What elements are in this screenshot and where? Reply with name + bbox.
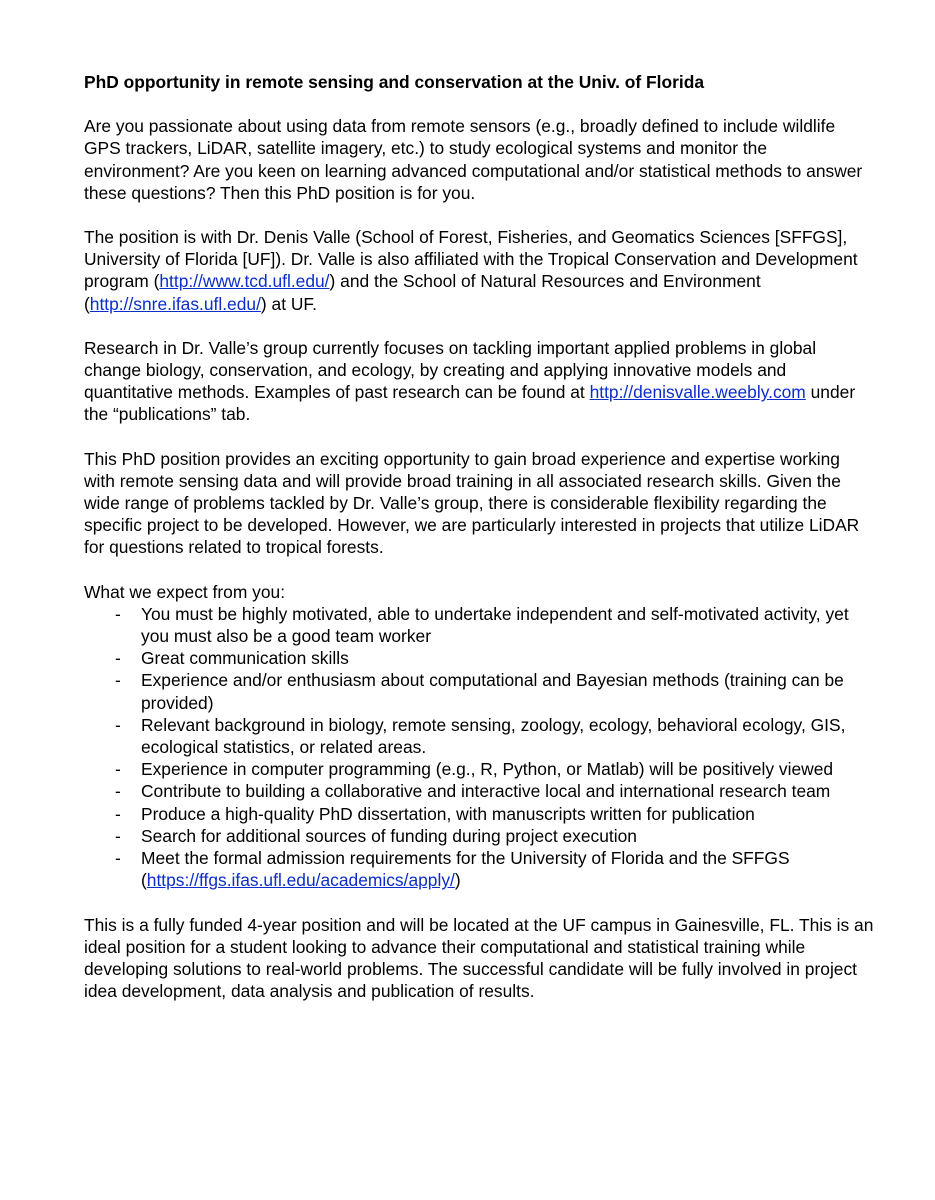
list-item xyxy=(84,825,874,847)
list-item xyxy=(84,669,874,713)
list-item xyxy=(84,647,874,669)
closing-paragraph: This is a fully funded 4-year position and will be located at the UF campus in Gainesville, FL. This is an ideal position for a student looking to advance their computational and statistical training while developing solutions to real-world problems. The successful candidate will be fully involved in project idea development, data analysis and publication of results. xyxy=(84,914,874,1002)
list-item xyxy=(84,603,874,647)
denisvalle-link[interactable]: http://denisvalle.weebly.com xyxy=(589,382,806,403)
tcd-link[interactable]: http://www.tcd.ufl.edu/ xyxy=(159,271,330,292)
position-text-1: The position is with Dr. Denis Valle (School of Forest, Fisheries, and Geomatics Sciences [SFFGS], University of Florida [UF]). Dr. Valle is also affiliated with the Tropical Conservation and Development program ( xyxy=(84,227,858,292)
snre-link[interactable]: http://snre.ifas.ufl.edu/ xyxy=(89,293,261,314)
intro-paragraph: Are you passionate about using data from remote sensors (e.g., broadly defined to include wildlife GPS trackers, LiDAR, satellite imagery, etc.) to study ecological systems and monitor the environment? Are you keen on learning advanced computational and/or statistical methods to answer these questions? Then this PhD position is for you. xyxy=(84,116,863,203)
ffgs-apply-link[interactable]: https://ffgs.ifas.ufl.edu/academics/apply/ xyxy=(146,870,455,891)
dash-bullet: - xyxy=(115,670,121,691)
list-item-text-2: ) xyxy=(454,870,461,891)
document-title: PhD opportunity in remote sensing and conservation at the Univ. of Florida xyxy=(84,72,704,92)
list-item xyxy=(84,714,874,758)
list-item-text: Relevant background in biology, remote sensing, zoology, ecology, behavioral ecology, GIS, ecological statistics, or related areas. xyxy=(141,714,846,758)
list-item-text: Great communication skills xyxy=(141,648,349,669)
position-paragraph xyxy=(84,226,874,315)
list-item xyxy=(84,803,874,825)
list-item-text: Experience and/or enthusiasm about computational and Bayesian methods (training can be provided) xyxy=(141,670,844,713)
dash-bullet: - xyxy=(115,848,121,869)
list-item xyxy=(84,780,874,802)
list-item-text: You must be highly motivated, able to undertake independent and self-motivated activity, yet you must also be a good team worker xyxy=(141,603,849,647)
dash-bullet: - xyxy=(115,648,121,669)
expect-list xyxy=(84,603,874,892)
opportunity-paragraph: This PhD position provides an exciting opportunity to gain broad experience and expertise working with remote sensing data and will provide broad training in all associated research skills. Given the wide range of problems tackled by Dr. Valle’s group, there is considerable flexibility regarding the specific project to be developed. However, we are particularly interested in projects that utilize LiDAR for questions related to tropical forests. xyxy=(84,448,860,558)
list-item-text-1: Meet the formal admission requirements for the University of Florida and the SFFGS ( xyxy=(141,848,790,891)
list-item xyxy=(84,847,874,891)
position-text-3: ) at UF. xyxy=(260,293,317,314)
research-text-1: Research in Dr. Valle’s group currently focuses on tackling important applied problems in global change biology, conservation, and ecology, by creating and applying innovative models and quantitative methods. Examples of past research can be found at xyxy=(84,337,817,403)
research-text-2: under the “publications” tab. xyxy=(84,382,856,425)
dash-bullet: - xyxy=(115,781,121,802)
list-item-text: Produce a high-quality PhD dissertation, with manuscripts written for publication xyxy=(141,803,755,824)
list-item-text: Contribute to building a collaborative and interactive local and international research team xyxy=(141,781,831,802)
list-item-text: Search for additional sources of funding during project execution xyxy=(141,825,637,846)
list-item xyxy=(84,758,874,780)
expect-heading: What we expect from you: xyxy=(84,581,286,602)
dash-bullet: - xyxy=(115,759,121,780)
dash-bullet: - xyxy=(115,714,121,735)
list-item-text: Experience in computer programming (e.g., R, Python, or Matlab) will be positively viewed xyxy=(141,759,834,780)
dash-bullet: - xyxy=(115,803,121,824)
document-page xyxy=(84,71,874,1024)
position-text-2: ) and the School of Natural Resources and Environment ( xyxy=(84,271,761,314)
dash-bullet: - xyxy=(115,825,121,846)
dash-bullet: - xyxy=(115,603,121,624)
research-paragraph xyxy=(84,337,874,426)
